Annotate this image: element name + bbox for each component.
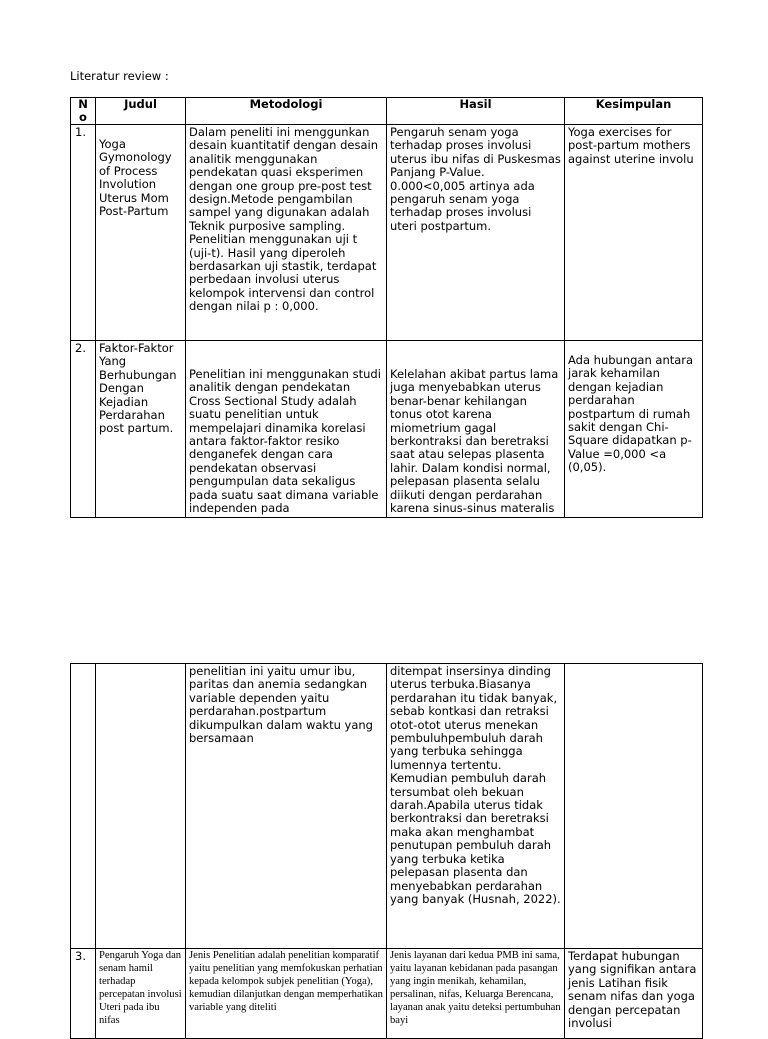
metodologi-cell: penelitian ini yaitu umur ibu, paritas dan anemia sedangkan variable dependen yaitu perdarahan.postpartum dikumpulkan dalam waktu yang bersamaan <box>186 664 387 949</box>
table-header-row <box>71 98 703 125</box>
page-title: Literatur review : <box>70 69 169 83</box>
literature-table-continued <box>70 663 703 1039</box>
hasil-cell: Pengaruh senam yoga terhadap proses involusi uterus ibu nifas di Puskesmas Panjang P-Value. 0.000<0,005 artinya ada pengaruh senam yoga terhadap proses involusi uteri postpartum. <box>387 125 565 341</box>
hasil-cell: Kelelahan akibat partus lama juga menyebabkan uterus benar-benar kehilangan tonus otot karena miometrium gagal berkontraksi dan beretraksi saat atau selepas plasenta lahir. Dalam kondisi normal, pelepasan plasenta selalu diikuti dengan perdarahan karena sinus-sinus materalis <box>387 341 565 518</box>
empty-cell <box>71 664 96 949</box>
row-number: 2. <box>71 341 96 518</box>
judul-cell: Faktor-Faktor Yang Berhubungan Dengan Kejadian Perdarahan post partum. <box>96 341 186 518</box>
header-judul: Judul <box>96 98 186 125</box>
empty-cell <box>96 664 186 949</box>
hasil-cell: Jenis layanan dari kedua PMB ini sama, yaitu layanan kebidanan pada pasangan yang ingin menikah, kehamilan, persalinan, nifas, Keluarga Berencana, layanan anak yaitu deteksi pertumbuhan bayi <box>387 949 565 1039</box>
table-row <box>71 125 703 341</box>
header-metodologi: Metodologi <box>186 98 387 125</box>
table-row <box>71 949 703 1039</box>
kesimpulan-cell: Terdapat hubungan yang signifikan antara jenis Latihan fisik senam nifas dan yoga dengan percepatan involusi <box>565 949 703 1039</box>
header-kesimpulan: Kesimpulan <box>565 98 703 125</box>
kesimpulan-cell: Ada hubungan antara jarak kehamilan dengan kejadian perdarahan postpartum di rumah sakit dengan Chi-Square didapatkan p-Value =0,000 <a (0,05). <box>565 341 703 518</box>
judul-cell: Yoga Gymonology of Process Involution Uterus Mom Post-Partum <box>96 125 186 341</box>
table-row <box>71 664 703 949</box>
row-number: 3. <box>71 949 96 1039</box>
judul-cell: Pengaruh Yoga dan senam hamil terhadap percepatan involusi Uteri pada ibu nifas <box>96 949 186 1039</box>
literature-table <box>70 97 703 518</box>
table-row <box>71 341 703 518</box>
header-no: N o <box>71 98 96 125</box>
hasil-cell: ditempat insersinya dinding uterus terbuka.Biasanya perdarahan itu tidak banyak, sebab kontkasi dan retraksi otot-otot uterus menekan pembuluhpembuluh darah yang terbuka sehingga lumennya tertentu. Kemudian pembuluh darah tersumbat oleh bekuan darah.Apabila uterus tidak berkontraksi dan beretraksi maka akan menghambat penutupan pembuluh darah yang terbuka ketika pelepasan plasenta dan menyebabkan perdarahan yang banyak (Husnah, 2022). <box>387 664 565 949</box>
metodologi-cell: Jenis Penelitian adalah penelitian komparatif yaitu penelitian yang memfokuskan perhatian kepada kelompok subjek penelitian (Yoga), kemudian dilanjutkan dengan memperhatikan variable yang diteliti <box>186 949 387 1039</box>
metodologi-cell: Penelitian ini menggunakan studi analitik dengan pendekatan Cross Sectional Study adalah suatu penelitian untuk mempelajari dinamika korelasi antara faktor-faktor resiko denganefek dengan cara pendekatan observasi pengumpulan data sekaligus pada suatu saat dimana variable independen pada <box>186 341 387 518</box>
header-hasil: Hasil <box>387 98 565 125</box>
kesimpulan-cell: Yoga exercises for post-partum mothers against uterine involu <box>565 125 703 341</box>
row-number: 1. <box>71 125 96 341</box>
metodologi-cell: Dalam peneliti ini menggunkan desain kuantitatif dengan desain analitik menggunakan pendekatan quasi eksperimen dengan one group pre-post test design.Metode pengambilan sampel yang digunakan adalah Teknik purposive sampling. Penelitian menggunakan uji t (uji-t). Hasil yang diperoleh berdasarkan uji stastik, terdapat perbedaan involusi uterus kelompok intervensi dan control dengan nilai p : 0,000. <box>186 125 387 341</box>
empty-cell <box>565 664 703 949</box>
